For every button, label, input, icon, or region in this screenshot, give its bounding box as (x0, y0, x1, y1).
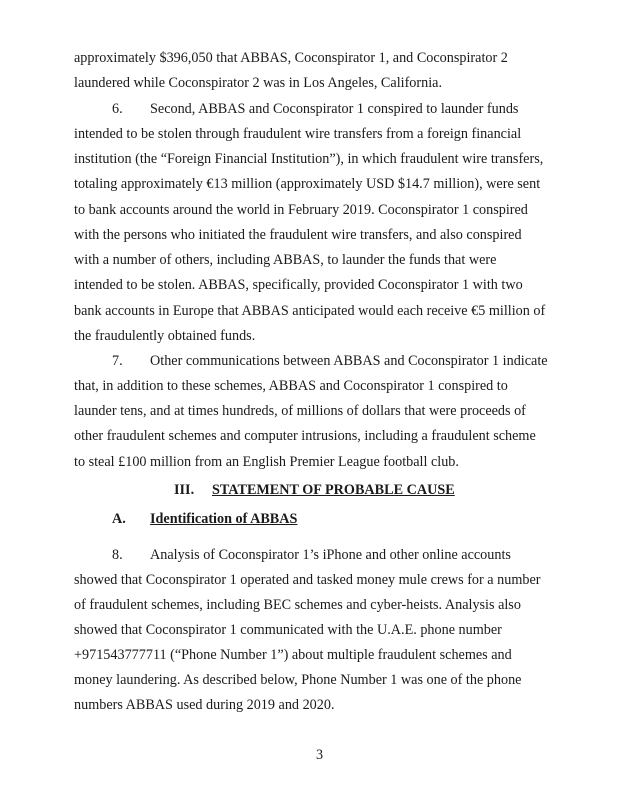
text-line: numbers ABBAS used during 2019 and 2020. (74, 697, 335, 713)
text-line: totaling approximately €13 million (approximately USD $14.7 million), were sent (74, 176, 541, 192)
text-line: intended to be stolen. ABBAS, specifically, provided Coconspirator 1 with two (74, 277, 523, 293)
page-number: 3 (316, 747, 324, 763)
text-line: the fraudulently obtained funds. (74, 328, 256, 344)
text-line: of fraudulent schemes, including BEC schemes and cyber-heists. Analysis also (74, 597, 521, 613)
subsection-letter: A. (112, 511, 126, 527)
text-line: institution (the “Foreign Financial Institution”), in which fraudulent wire transfers, (74, 151, 544, 167)
text-line: with a number of others, including ABBAS, to launder the funds that were (74, 252, 497, 268)
text-line: Analysis of Coconspirator 1’s iPhone and other online accounts (150, 547, 511, 563)
text-line: laundered while Coconspirator 2 was in Los Angeles, California. (74, 75, 443, 91)
paragraph-number: 8. (112, 547, 123, 563)
section-numeral: III. (174, 482, 195, 498)
text-line: that, in addition to these schemes, ABBAS and Coconspirator 1 conspired to (74, 378, 508, 394)
paragraph-number: 7. (112, 353, 123, 369)
text-line: launder tens, and at times hundreds, of millions of dollars that were proceeds of (74, 403, 526, 419)
text-line: with the persons who initiated the fraudulent wire transfers, and also conspired (74, 227, 522, 243)
text-line: to steal £100 million from an English Premier League football club. (74, 454, 459, 470)
text-line: bank accounts in Europe that ABBAS anticipated would each receive €5 million of (74, 303, 546, 319)
text-line: +971543777711 (“Phone Number 1”) about multiple fraudulent schemes and (74, 647, 512, 663)
text-line: to bank accounts around the world in February 2019. Coconspirator 1 conspired (74, 202, 528, 218)
text-line: showed that Coconspirator 1 communicated with the U.A.E. phone number (74, 622, 502, 638)
text-line: intended to be stolen through fraudulent wire transfers from a foreign financial (74, 126, 522, 142)
text-line: approximately $396,050 that ABBAS, Coconspirator 1, and Coconspirator 2 (74, 50, 508, 66)
paragraph-number: 6. (112, 101, 123, 117)
subsection-heading: Identification of ABBAS (150, 511, 298, 527)
text-line: other fraudulent schemes and computer intrusions, including a fraudulent scheme (74, 428, 536, 444)
text-line: Second, ABBAS and Coconspirator 1 conspired to launder funds (150, 101, 519, 117)
section-heading: STATEMENT OF PROBABLE CAUSE (212, 482, 455, 498)
text-line: money laundering. As described below, Phone Number 1 was one of the phone (74, 672, 522, 688)
text-line: Other communications between ABBAS and Coconspirator 1 indicate (150, 353, 548, 369)
text-line: showed that Coconspirator 1 operated and tasked money mule crews for a number (74, 572, 541, 588)
